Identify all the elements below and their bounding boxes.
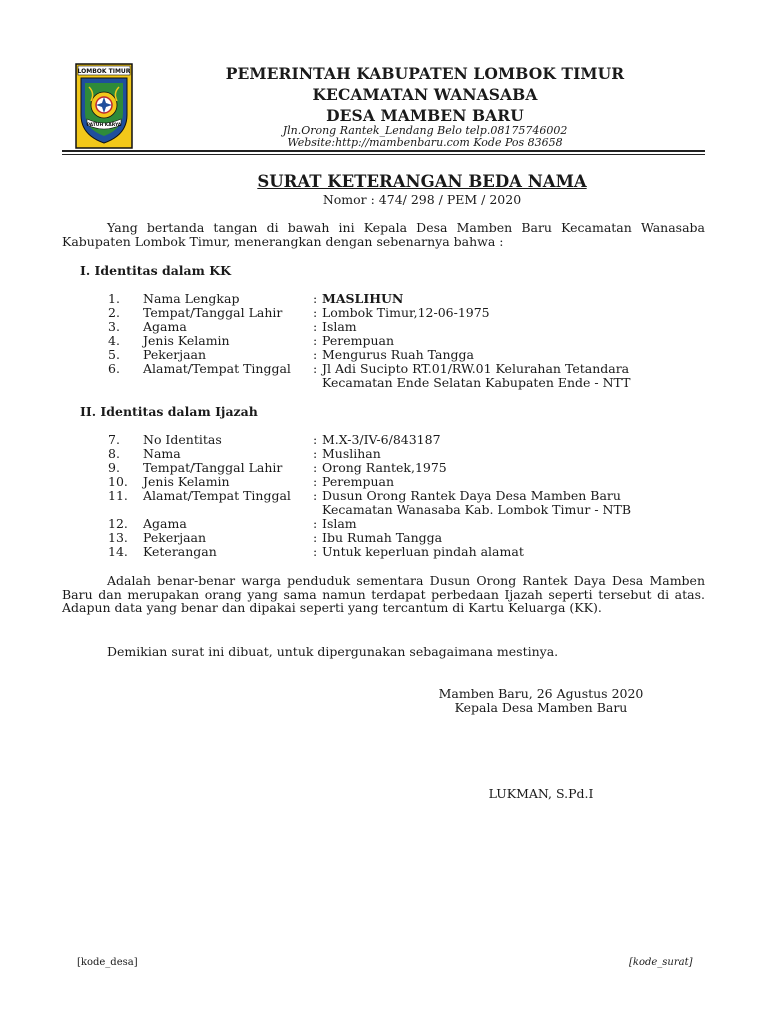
row-number: 13. <box>108 530 128 545</box>
field-value-continuation: Kecamatan Wanasaba Kab. Lombok Timur - NTB <box>322 502 632 517</box>
field-label: Agama <box>143 516 187 531</box>
field-label: No Identitas <box>143 432 222 447</box>
row-number: 2. <box>108 305 120 320</box>
field-value: Perempuan <box>322 474 395 489</box>
field-label: Agama <box>143 319 187 334</box>
row-number: 9. <box>108 460 120 475</box>
regency-emblem-icon <box>75 63 133 149</box>
signature-name: LUKMAN, S.Pd.I <box>488 786 594 801</box>
field-colon: : <box>313 488 318 503</box>
row-number: 1. <box>108 291 120 306</box>
field-value: Islam <box>322 516 357 531</box>
section1-heading: I. Identitas dalam KK <box>80 263 231 278</box>
header-rule-thick <box>62 150 705 152</box>
field-value: Dusun Orong Rantek Daya Desa Mamben Baru <box>322 488 621 503</box>
footer-village-code: [kode_desa] <box>77 957 138 968</box>
field-colon: : <box>313 319 318 334</box>
field-value: Islam <box>322 319 357 334</box>
intro-paragraph: Yang bertanda tangan di bawah ini Kepala Desa Mamben Baru Kecamatan Wanasaba Kabupaten Lombok Timur, menerangkan dengan sebenarnya bahwa : <box>62 220 705 249</box>
field-label: Tempat/Tanggal Lahir <box>143 305 283 320</box>
field-colon: : <box>313 347 318 362</box>
row-number: 3. <box>108 319 120 334</box>
row-number: 5. <box>108 347 120 362</box>
field-value: Ibu Rumah Tangga <box>322 530 443 545</box>
letter-title: SURAT KETERANGAN BEDA NAMA <box>257 172 587 191</box>
field-label: Keterangan <box>143 544 217 559</box>
field-colon: : <box>313 361 318 376</box>
field-label: Pekerjaan <box>143 530 207 545</box>
letter-number: Nomor : 474/ 298 / PEM / 2020 <box>322 192 522 207</box>
signature-place-date: Mamben Baru, 26 Agustus 2020 <box>438 686 644 701</box>
field-value: Jl Adi Sucipto RT.01/RW.01 Kelurahan Tetandara <box>322 361 630 376</box>
row-number: 12. <box>108 516 128 531</box>
field-value-full-name: MASLIHUN <box>322 291 404 306</box>
row-number: 10. <box>108 474 128 489</box>
logo-motto-text: PATUH KARYA <box>86 123 122 128</box>
header-village: DESA MAMBEN BARU <box>326 106 524 125</box>
field-label: Alamat/Tempat Tinggal <box>143 361 291 376</box>
header-website: Website:http://mambenbaru.com Kode Pos 83658 <box>287 136 563 149</box>
field-value: Orong Rantek,1975 <box>322 460 447 475</box>
field-label: Alamat/Tempat Tinggal <box>143 488 291 503</box>
field-colon: : <box>313 530 318 545</box>
field-colon: : <box>313 333 318 348</box>
row-number: 4. <box>108 333 120 348</box>
body-paragraph: Adalah benar-benar warga penduduk sementara Dusun Orong Rantek Daya Desa Mamben Baru dan merupakan orang yang sama namun terdapat perbedaan Ijazah seperti tersebut di atas. Adapun data yang benar dan dipakai seperti yang tercantum di Kartu Keluarga (KK). <box>62 573 705 615</box>
signature-position: Kepala Desa Mamben Baru <box>454 700 628 715</box>
field-label: Jenis Kelamin <box>143 333 230 348</box>
header-government: PEMERINTAH KABUPATEN LOMBOK TIMUR <box>225 64 625 83</box>
field-value: Untuk keperluan pindah alamat <box>322 544 524 559</box>
footer-letter-code: [kode_surat] <box>629 957 693 968</box>
field-label: Jenis Kelamin <box>143 474 230 489</box>
field-colon: : <box>313 291 318 306</box>
section2-heading: II. Identitas dalam Ijazah <box>80 404 258 419</box>
field-colon: : <box>313 460 318 475</box>
row-number: 8. <box>108 446 120 461</box>
row-number: 6. <box>108 361 120 376</box>
field-colon: : <box>313 432 318 447</box>
header-district: KECAMATAN WANASABA <box>312 85 538 104</box>
field-colon: : <box>313 516 318 531</box>
field-value: Lombok Timur,12-06-1975 <box>322 305 490 320</box>
field-value-continuation: Kecamatan Ende Selatan Kabupaten Ende - NTT <box>322 375 631 390</box>
closing-sentence: Demikian surat ini dibuat, untuk dipergunakan sebagaimana mestinya. <box>107 644 559 659</box>
field-value: Perempuan <box>322 333 395 348</box>
field-colon: : <box>313 474 318 489</box>
field-label: Nama Lengkap <box>143 291 240 306</box>
field-label: Pekerjaan <box>143 347 207 362</box>
header-rule-thin <box>62 154 705 155</box>
regency-logo <box>75 63 133 149</box>
row-number: 7. <box>108 432 120 447</box>
header-address: Jln.Orong Rantek_Lendang Belo telp.08175746002 <box>282 124 568 137</box>
logo-banner-text: LOMBOK TIMUR <box>77 68 131 75</box>
row-number: 11. <box>108 488 128 503</box>
row-number: 14. <box>108 544 128 559</box>
field-value: Muslihan <box>322 446 381 461</box>
field-colon: : <box>313 305 318 320</box>
field-label: Nama <box>143 446 181 461</box>
field-label: Tempat/Tanggal Lahir <box>143 460 283 475</box>
field-value: M.X-3/IV-6/843187 <box>322 432 441 447</box>
field-colon: : <box>313 446 318 461</box>
field-colon: : <box>313 544 318 559</box>
field-value: Mengurus Ruah Tangga <box>322 347 474 362</box>
